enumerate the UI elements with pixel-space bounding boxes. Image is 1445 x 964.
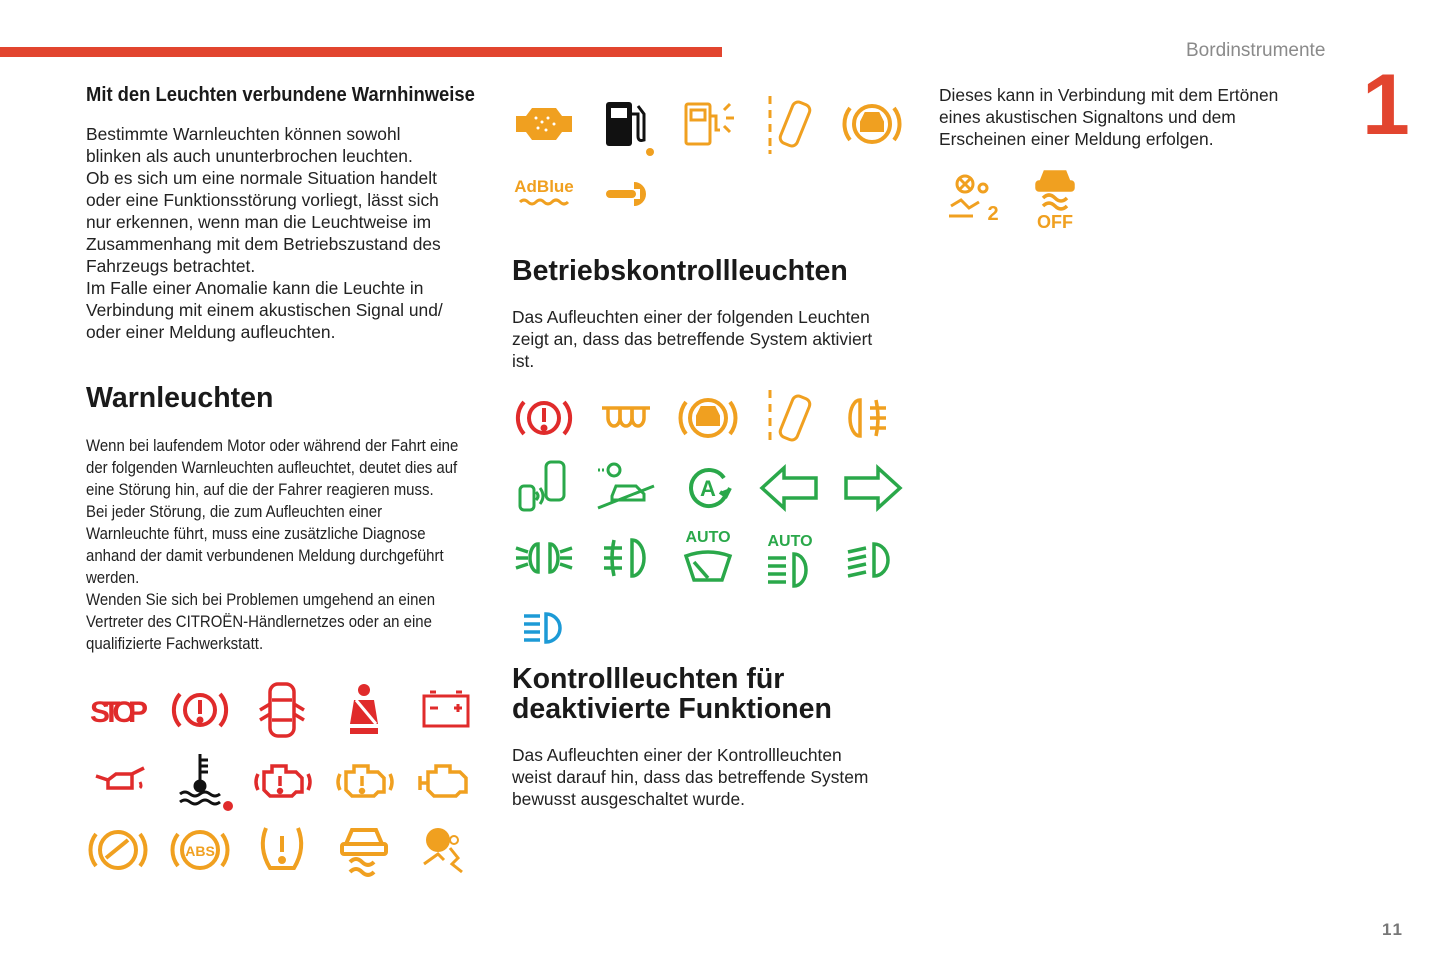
warning-icons-grid-continued [512,92,912,222]
disabled-icons-grid [939,166,1139,236]
adblue-icon [512,162,576,226]
heading-warning-lights: Warnleuchten [86,382,274,414]
brake-pads-icon [840,92,904,156]
auto-wipers-label: AUTO [685,529,731,546]
section-title: Bordinstrumente [1186,40,1326,61]
warning-icons-grid [86,678,486,898]
sidelights-icon [512,526,576,590]
header-accent-bar [0,47,722,57]
off-label: OFF [1037,212,1073,232]
turn-right-indicator-icon [840,456,904,520]
warning-lights-paragraph: Wenn bei laufendem Motor oder während der Fahrt eine der folgenden Warnleuchten aufleuchtet, deutet dies auf eine Störung hin, auf die der Fahrer reagieren muss. Bei jeder Störung, die zum Aufleuchten einer Warnleuchte führt, muss eine zusätzliche Diagnose anhand der damit verbundenen Meldung durchgeführt werden. Wenden Sie sich bei Problemen umgehend an einen Vertreter des CITROËN-Händlernetzes oder an eine qualifizierte Fachwerkstatt. [86,436,459,653]
low-fuel-icon [594,92,658,156]
hill-start-assist-icon [594,456,658,520]
status-lights-paragraph: Das Aufleuchten einer der folgenden Leuchten zeigt an, dass das betreffende System aktiviert ist. [512,307,873,371]
abs-icon [168,818,232,882]
front-fog-light-icon [594,526,658,590]
power-steering-icon [86,818,150,882]
fuel-cap-icon [676,92,740,156]
page-number: 11 [1382,920,1404,939]
engine-fault-red-icon [250,748,314,812]
auto-headlights-label: AUTO [767,533,813,550]
stop-icon [86,678,150,742]
chapter-number: 1 [1362,57,1406,153]
passenger-airbag-off-icon [941,166,1005,230]
auto-hold-icon [676,386,740,450]
coolant-temperature-icon [168,748,232,812]
brake-warning-icon [168,678,232,742]
column-left [86,84,486,655]
engine-management-icon [414,748,478,812]
lane-assist-icon [758,386,822,450]
seatbelt-icon [332,678,396,742]
heading-disabled-lights: Kontrollleuchten für deaktivierte Funktionen [512,663,832,725]
passenger-two-label: 2 [987,203,999,225]
column-middle-lower [512,664,912,810]
tyre-pressure-icon [250,818,314,882]
particle-filter-icon [512,92,576,156]
glow-plug-icon [594,386,658,450]
stop-label: STOP [90,696,148,729]
signal-paragraph: Dieses kann in Verbindung mit dem Ertönen eines akustischen Signaltons und dem Erscheinen einer Meldung erfolgen. [939,85,1279,149]
lane-departure-icon [758,92,822,156]
turn-left-indicator-icon [758,456,822,520]
column-right [939,84,1339,150]
battery-icon [414,678,478,742]
service-wrench-icon [594,162,658,226]
parking-brake-icon [512,386,576,450]
rear-fog-light-icon [840,386,904,450]
main-beam-icon [512,596,576,660]
heading-status-lights: Betriebskontrollleuchten [512,255,848,287]
auto-wipers-icon [676,526,740,590]
intro-paragraph: Bestimmte Warnleuchten können sowohl blinken als auch ununterbrochen leuchten. Ob es sich um eine normale Situation handelt oder eine Funktionsstörung vorliegt, lässt sich nur erkennen, wenn man die Leuchtweise im Zusammenhang mit dem Betriebszustand des Fahrzeugs betrachtet. Im Falle einer Anomalie kann die Leuchte in Verbindung mit einem akustischen Signal und/ oder einer Meldung aufleuchten. [86,124,443,342]
airbag-icon [414,818,478,882]
auto-headlights-icon [758,526,822,590]
status-icons-grid [512,386,912,656]
column-middle [512,256,912,372]
subheading-warnings: Mit den Leuchten verbundene Warnhinweise [86,84,475,106]
disabled-lights-paragraph: Das Aufleuchten einer der Kontrollleuchten weist darauf hin, dass das betreffende System bewusst ausgeschaltet wurde. [512,745,869,809]
stop-start-icon [676,456,740,520]
stability-control-off-icon [1023,166,1087,230]
svg-text:A: A [700,476,716,501]
abs-label: ABS [185,843,215,859]
engine-fault-warning-icon [332,748,396,812]
parking-sensors-icon [512,456,576,520]
oil-pressure-icon [86,748,150,812]
door-open-icon [250,678,314,742]
adblue-label: AdBlue [514,177,574,196]
dipped-beam-icon [840,526,904,590]
stability-control-icon [332,818,396,882]
